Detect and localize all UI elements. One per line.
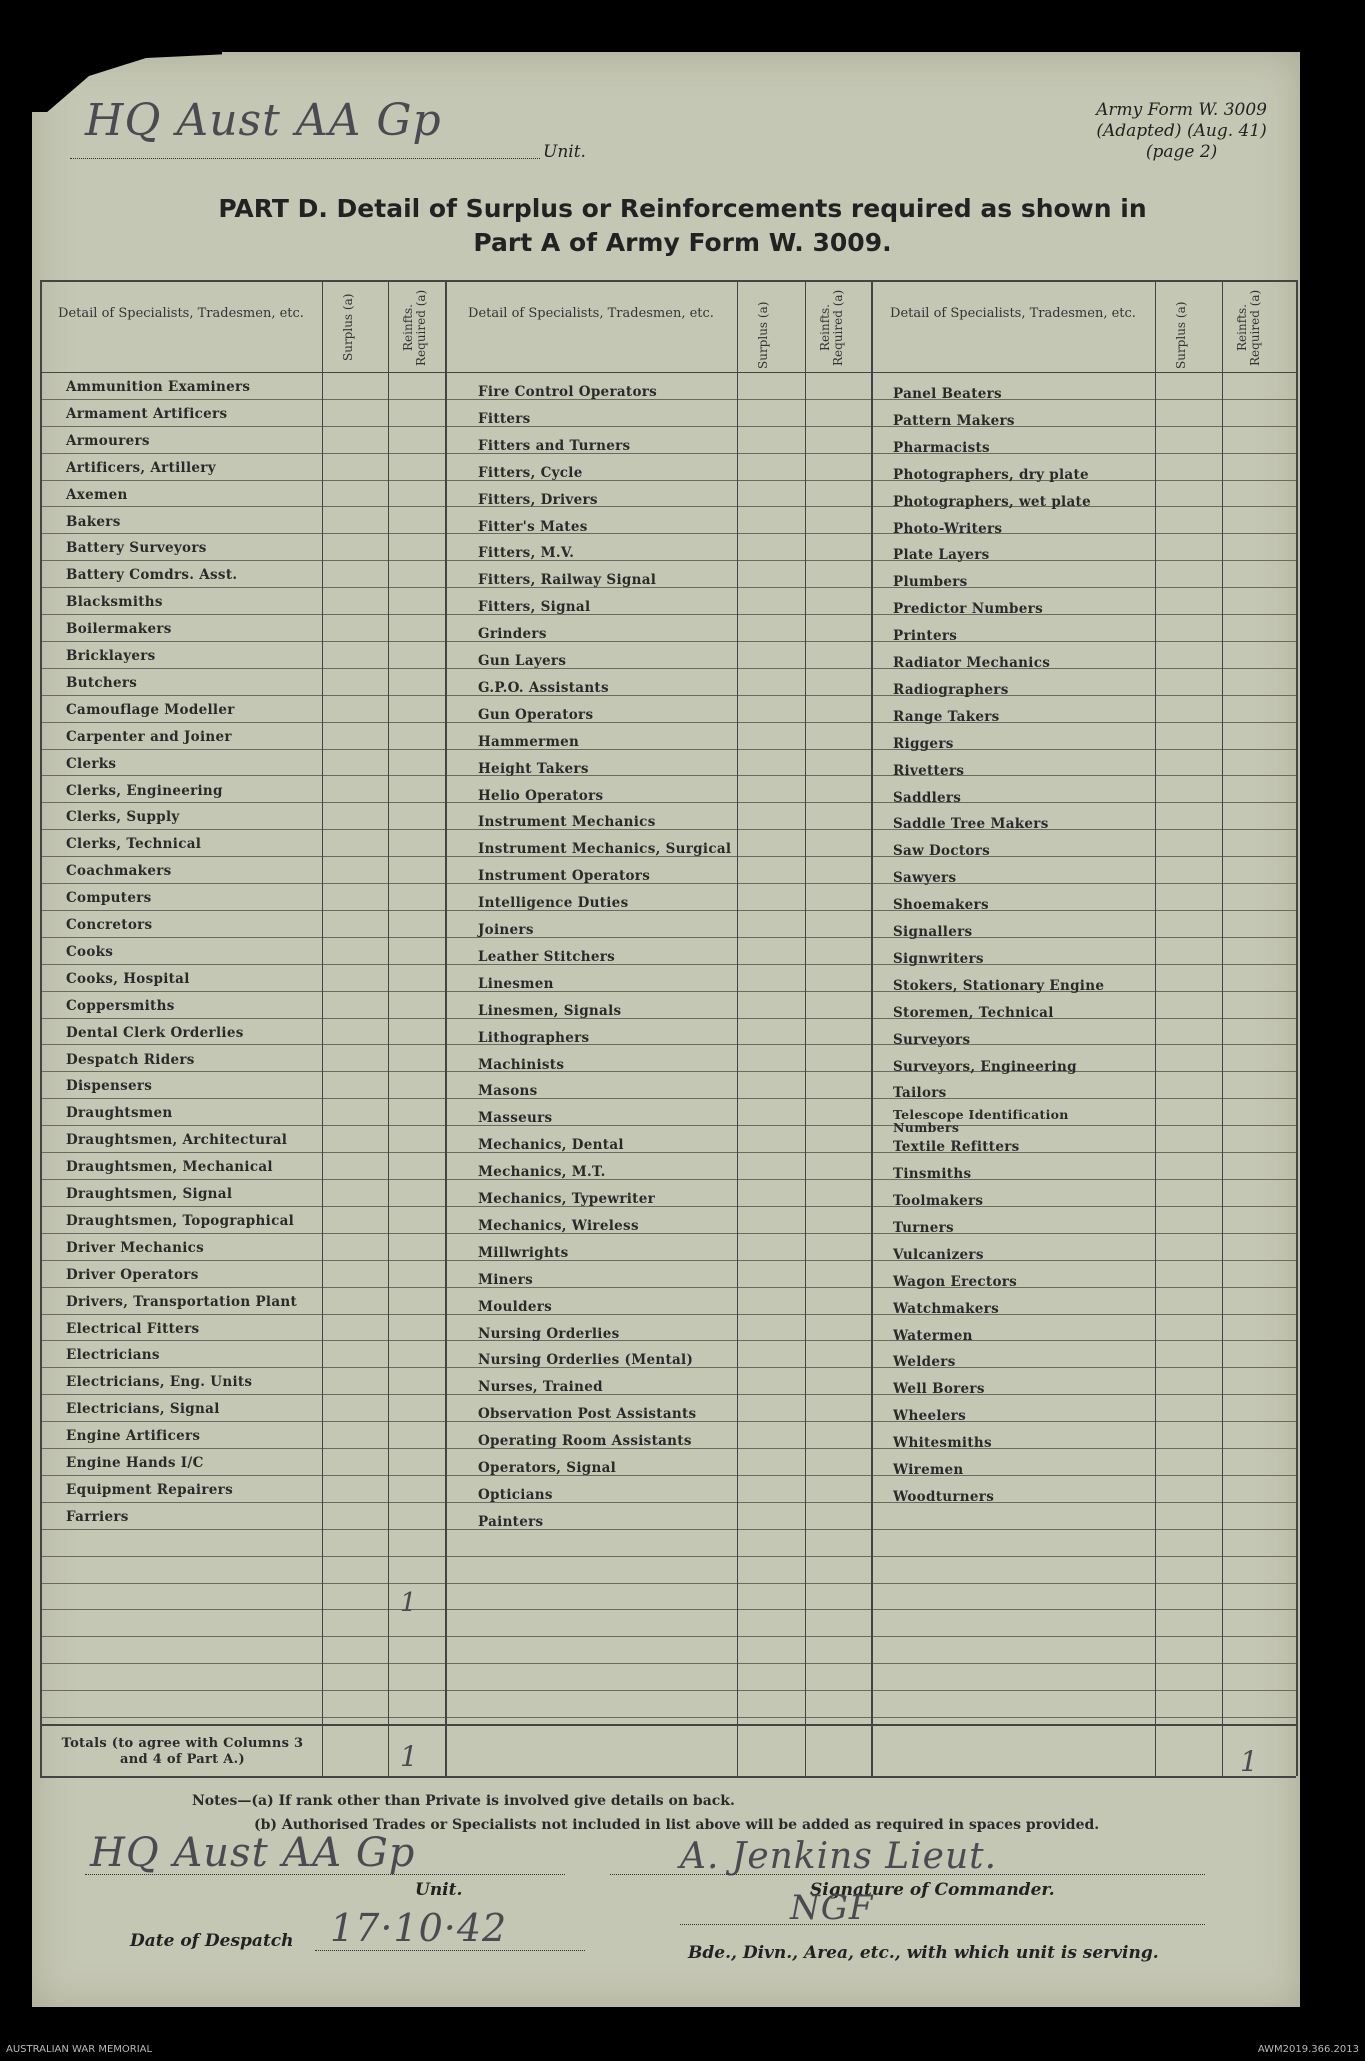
table-row-label: Riggers (893, 736, 954, 752)
unit-label-bottom: Unit. (415, 1880, 463, 1900)
table-row-label: Mechanics, Dental (478, 1137, 624, 1153)
table-row-label: Instrument Mechanics, Surgical (478, 841, 732, 857)
row-rule (40, 1583, 1296, 1584)
table-row-label: Intelligence Duties (478, 895, 629, 911)
row-rule (40, 695, 1296, 696)
table-row-label: Signwriters (893, 951, 984, 967)
totals-col3-reinfts: 1 (1240, 1745, 1259, 1778)
table-row-label: Plumbers (893, 574, 968, 590)
table-row-label: Well Borers (893, 1381, 985, 1397)
table-row-label: Photographers, dry plate (893, 467, 1089, 483)
totals-label: Totals (to agree with Columns 3 and 4 of Part A.) (61, 1736, 304, 1767)
table-bottom-rule (40, 1776, 1296, 1778)
row-rule (40, 722, 1296, 723)
row-rule (40, 775, 1296, 776)
table-row-label: Fitters, M.V. (478, 545, 575, 561)
row-rule (40, 1475, 1296, 1476)
row-rule (40, 1098, 1296, 1099)
date-line (315, 1950, 585, 1951)
table-row-label: Tinsmiths (893, 1166, 972, 1182)
table-row-label: Clerks, Engineering (66, 783, 223, 799)
form-id-line3: (page 2) (1145, 142, 1218, 162)
table-row-label: Rivetters (893, 763, 965, 779)
table-row-label: Computers (66, 890, 152, 906)
table-row-label: Butchers (66, 675, 138, 691)
table-row-label: Millwrights (478, 1245, 569, 1261)
table-row-label: Cooks (66, 944, 114, 960)
row-rule (40, 1636, 1296, 1637)
row-rule (40, 1340, 1296, 1341)
table-row-label: Fitters, Signal (478, 599, 591, 615)
table-row-label: Sawyers (893, 870, 957, 886)
table-row-label: Mechanics, Typewriter (478, 1191, 656, 1207)
table-row-label: Blacksmiths (66, 594, 163, 610)
row-rule (40, 1717, 1296, 1718)
row-rule (40, 1502, 1296, 1503)
table-row-label: Electricians (66, 1347, 160, 1363)
surplus-divider (322, 280, 323, 1776)
table-row-label: Fire Control Operators (478, 384, 658, 400)
table-row-label: Turners (893, 1220, 954, 1236)
hand-entry-reinfts: 1 (400, 1588, 418, 1618)
table-row-label: Operating Room Assistants (478, 1433, 692, 1449)
row-rule (40, 1609, 1296, 1610)
table-row-label: Engine Hands I/C (66, 1455, 204, 1471)
title-line2: Part A of Army Form W. 3009. (473, 228, 892, 257)
table-row-label: Axemen (66, 487, 128, 503)
table-row-label: G.P.O. Assistants (478, 680, 609, 696)
table-row-label: Pattern Makers (893, 413, 1015, 429)
table-row-label: Saddlers (893, 790, 962, 806)
table-row-label: Watchmakers (893, 1301, 999, 1317)
table-row-label: Radiator Mechanics (893, 655, 1051, 671)
table-row-label: Surveyors (893, 1032, 971, 1048)
row-rule (40, 883, 1296, 884)
header-surplus: Surplus (a) (756, 301, 770, 369)
row-rule (40, 1206, 1296, 1207)
row-rule (40, 1071, 1296, 1072)
table-row-label: Fitters, Cycle (478, 465, 583, 481)
table-row-label: Photo-Writers (893, 521, 1003, 537)
table-row-label: Mechanics, Wireless (478, 1218, 639, 1234)
table-row-label: Fitters, Drivers (478, 492, 598, 508)
unit-line (70, 158, 540, 159)
header-detail: Detail of Specialists, Tradesmen, etc. (468, 306, 714, 321)
table-row-label: Clerks, Supply (66, 809, 180, 825)
table-row-label: Linesmen (478, 976, 554, 992)
table-row-label: Electricians, Signal (66, 1401, 220, 1417)
table-row-label: Wheelers (893, 1408, 966, 1424)
table-row-label: Mechanics, M.T. (478, 1164, 606, 1180)
row-rule (40, 749, 1296, 750)
table-row-label: Toolmakers (893, 1193, 984, 1209)
table-row-label: Bricklayers (66, 648, 156, 664)
table-row-label: Signallers (893, 924, 973, 940)
table-row-label: Lithographers (478, 1030, 590, 1046)
table-row-label: Instrument Operators (478, 868, 651, 884)
table-row-label: Dental Clerk Orderlies (66, 1025, 244, 1041)
table-row-label: Leather Stitchers (478, 949, 616, 965)
date-label: Date of Despatch (130, 1931, 294, 1951)
surplus-divider (1155, 280, 1156, 1776)
form-id-line1: Army Form W. 3009 (1096, 100, 1267, 120)
table-row-label: Joiners (478, 922, 534, 938)
table-row-label: Operators, Signal (478, 1460, 617, 1476)
table-row-label: Draughtsmen (66, 1105, 173, 1121)
unit-handwriting: HQ Aust AA Gp (85, 95, 442, 146)
table-row-label: Boilermakers (66, 621, 172, 637)
form-identifier (1096, 100, 1267, 163)
table-row-label: Driver Mechanics (66, 1240, 205, 1256)
table-row-label: Carpenter and Joiner (66, 729, 232, 745)
unit-label: Unit. (543, 142, 586, 162)
table-row-label: Bakers (66, 514, 121, 530)
table-row-label: Tailors (893, 1085, 947, 1101)
table-row-label: Predictor Numbers (893, 601, 1043, 617)
row-rule (40, 480, 1296, 481)
table-row-label: Plate Layers (893, 547, 990, 563)
table-row-label: Fitter's Mates (478, 519, 588, 535)
table-row-label: Wagon Erectors (893, 1274, 1018, 1290)
row-rule (40, 964, 1296, 965)
table-row-label: Panel Beaters (893, 386, 1002, 402)
row-rule (40, 1260, 1296, 1261)
row-rule (40, 829, 1296, 830)
table-row-label: Fitters (478, 411, 531, 427)
row-rule (40, 1233, 1296, 1234)
table-row-label: Fitters, Railway Signal (478, 572, 657, 588)
row-rule (40, 1287, 1296, 1288)
row-rule (40, 1018, 1296, 1019)
reinfts-divider (1222, 280, 1223, 1776)
row-rule (40, 453, 1296, 454)
table-right-rule (1296, 280, 1298, 1776)
table-row-label: Coachmakers (66, 863, 172, 879)
table-row-label: Draughtsmen, Signal (66, 1186, 233, 1202)
table-row-label: Ammunition Examiners (66, 379, 251, 395)
table-row-label: Wiremen (893, 1462, 964, 1478)
table-row-label: Saw Doctors (893, 843, 991, 859)
table-row-label: Moulders (478, 1299, 553, 1315)
table-row-label: Textile Refitters (893, 1139, 1020, 1155)
table-top-rule (40, 280, 1296, 282)
header-surplus: Surplus (a) (1174, 301, 1188, 369)
table-row-label: Equipment Repairers (66, 1482, 233, 1498)
row-rule (40, 399, 1296, 400)
table-row-label: Photographers, wet plate (893, 494, 1091, 510)
table-row-label: Shoemakers (893, 897, 989, 913)
note-a: Notes—(a) If rank other than Private is involved give details on back. (192, 1793, 735, 1809)
table-row-label: Camouflage Modeller (66, 702, 235, 718)
row-rule (40, 1529, 1296, 1530)
table-row-label: Linesmen, Signals (478, 1003, 622, 1019)
bde-handwriting: NGF (790, 1888, 874, 1928)
table-row-label: Electricians, Eng. Units (66, 1374, 253, 1390)
row-rule (40, 641, 1296, 642)
table-row-label: Printers (893, 628, 958, 644)
row-rule (40, 506, 1296, 507)
table-row-label: Farriers (66, 1509, 129, 1525)
unit-handwriting-bottom: HQ Aust AA Gp (90, 1830, 416, 1876)
title-line1: PART D. Detail of Surplus or Reinforcements required as shown in (218, 194, 1147, 223)
header-bottom-rule (40, 372, 1296, 373)
row-rule (40, 1125, 1296, 1126)
row-rule (40, 991, 1296, 992)
unit-line-bottom (85, 1874, 565, 1875)
table-row-label: Grinders (478, 626, 547, 642)
form-id-line2: (Adapted) (Aug. 41) (1096, 121, 1267, 141)
table-row-label: Nurses, Trained (478, 1379, 603, 1395)
table-row-label: Battery Surveyors (66, 540, 207, 556)
header-detail: Detail of Specialists, Tradesmen, etc. (890, 306, 1136, 321)
table-row-label: Whitesmiths (893, 1435, 992, 1451)
row-rule (40, 1556, 1296, 1557)
header-reinfts: Reinfts. Required (a) (818, 289, 845, 367)
table-row-label: Nursing Orderlies (478, 1326, 620, 1342)
row-rule (40, 1179, 1296, 1180)
commander-label: Signature of Commander. (810, 1880, 1055, 1900)
table-row-label: Gun Layers (478, 653, 567, 669)
header-reinfts: Reinfts. Required (a) (1235, 289, 1262, 367)
table-row-label: Drivers, Transportation Plant (66, 1294, 298, 1310)
table-row-label: Engine Artificers (66, 1428, 201, 1444)
table-row-label: Observation Post Assistants (478, 1406, 697, 1422)
table-row-label: Hammermen (478, 734, 580, 750)
footer-right: AWM2019.366.2013 (1257, 2044, 1359, 2055)
table-row-label: Gun Operators (478, 707, 594, 723)
table-row-label: Coppersmiths (66, 998, 175, 1014)
reinfts-divider (805, 280, 806, 1776)
row-rule (40, 1152, 1296, 1153)
table-row-label: Artificers, Artillery (66, 460, 216, 476)
table-row-label: Battery Comdrs. Asst. (66, 567, 238, 583)
table-row-label: Masons (478, 1083, 538, 1099)
table-row-label: Watermen (893, 1328, 973, 1344)
table-row-label: Machinists (478, 1057, 565, 1073)
table-row-label: Armament Artificers (66, 406, 228, 422)
row-rule (40, 910, 1296, 911)
column-divider (871, 280, 873, 1776)
row-rule (40, 937, 1296, 938)
commander-line (610, 1874, 1205, 1875)
row-rule (40, 802, 1296, 803)
table-row-label: Saddle Tree Makers (893, 816, 1049, 832)
header-reinfts: Reinfts. Required (a) (401, 289, 428, 367)
table-row-label: Instrument Mechanics (478, 814, 656, 830)
header-surplus: Surplus (a) (341, 293, 355, 361)
row-rule (40, 1690, 1296, 1691)
row-rule (40, 426, 1296, 427)
totals-top-rule (40, 1724, 1296, 1726)
bde-line (680, 1924, 1205, 1925)
table-row-label: Stokers, Stationary Engine (893, 978, 1105, 994)
table-row-label: Miners (478, 1272, 533, 1288)
table-row-label: Clerks (66, 756, 117, 772)
header-detail: Detail of Specialists, Tradesmen, etc. (58, 306, 304, 321)
row-rule (40, 587, 1296, 588)
table-row-label: Clerks, Technical (66, 836, 202, 852)
surplus-divider (737, 280, 738, 1776)
table-row-label: Fitters and Turners (478, 438, 631, 454)
table-row-label: Masseurs (478, 1110, 553, 1126)
row-rule (40, 1044, 1296, 1045)
table-row-label: Opticians (478, 1487, 553, 1503)
note-b: (b) Authorised Trades or Specialists not included in list above will be added as required in spaces provided. (254, 1817, 1100, 1833)
table-row-label: Concretors (66, 917, 153, 933)
row-rule (40, 560, 1296, 561)
table-left-rule (40, 280, 42, 1776)
table-row-label: Woodturners (893, 1489, 995, 1505)
page-title (0, 192, 1365, 260)
table-row-label: Cooks, Hospital (66, 971, 190, 987)
reinfts-divider (388, 280, 389, 1776)
table-row-label: Telescope Identification Numbers (893, 1107, 1069, 1135)
date-handwriting: 17·10·42 (330, 1906, 508, 1950)
commander-signature: A. Jenkins Lieut. (680, 1836, 998, 1877)
table-row-label: Draughtsmen, Topographical (66, 1213, 295, 1229)
footer-left: AUSTRALIAN WAR MEMORIAL (6, 2044, 153, 2055)
row-rule (40, 1663, 1296, 1664)
row-rule (40, 1314, 1296, 1315)
table-row-label: Draughtsmen, Architectural (66, 1132, 288, 1148)
totals-col1-reinfts: 1 (400, 1740, 419, 1773)
table-row-label: Storemen, Technical (893, 1005, 1054, 1021)
table-row-label: Despatch Riders (66, 1052, 195, 1068)
table-row-label: Nursing Orderlies (Mental) (478, 1352, 694, 1368)
table-row-label: Helio Operators (478, 788, 604, 804)
table-row-label: Pharmacists (893, 440, 990, 456)
row-rule (40, 1394, 1296, 1395)
bde-label: Bde., Divn., Area, etc., with which unit is serving. (688, 1943, 1159, 1963)
table-row-label: Draughtsmen, Mechanical (66, 1159, 273, 1175)
table-row-label: Driver Operators (66, 1267, 199, 1283)
table-row-label: Dispensers (66, 1078, 153, 1094)
table-row-label: Armourers (66, 433, 150, 449)
row-rule (40, 614, 1296, 615)
table-row-label: Height Takers (478, 761, 589, 777)
table-row-label: Electrical Fitters (66, 1321, 200, 1337)
table-row-label: Painters (478, 1514, 544, 1530)
table-row-label: Vulcanizers (893, 1247, 984, 1263)
table-row-label: Range Takers (893, 709, 1000, 725)
table-row-label: Welders (893, 1354, 956, 1370)
row-rule (40, 533, 1296, 534)
column-divider (445, 280, 447, 1776)
table-row-label: Surveyors, Engineering (893, 1059, 1077, 1075)
table-row-label: Radiographers (893, 682, 1009, 698)
row-rule (40, 668, 1296, 669)
